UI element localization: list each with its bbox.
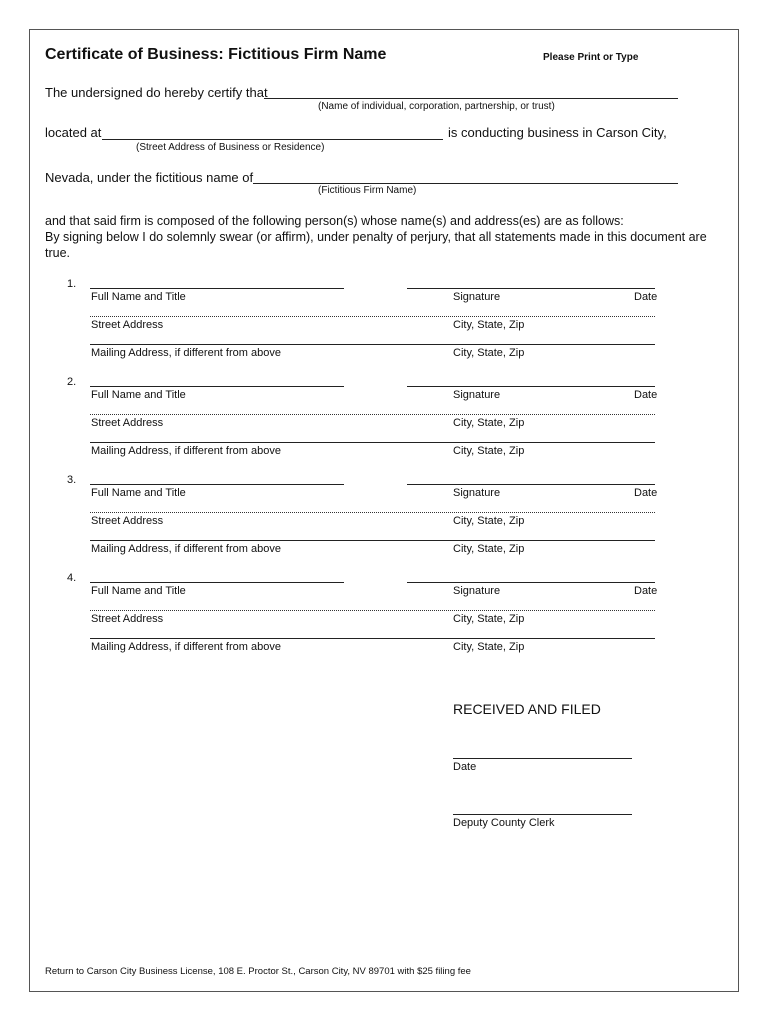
full-name-field[interactable]: [90, 288, 344, 289]
full-name-label: Full Name and Title: [91, 487, 186, 499]
full-name-label: Full Name and Title: [91, 389, 186, 401]
person-number: 3.: [67, 474, 77, 486]
city-state-zip-label: City, State, Zip: [453, 417, 525, 429]
street-address-label: Street Address: [91, 417, 164, 429]
street-address-field[interactable]: [90, 512, 655, 513]
footer-instructions: Return to Carson City Business License, 108 E. Proctor St., Carson City, NV 89701 with $25 filing fee: [45, 966, 471, 977]
location-hint: (Street Address of Business or Residence): [136, 142, 325, 153]
date-label: Date: [634, 487, 658, 499]
mailing-address-field[interactable]: [90, 344, 655, 345]
signature-label: Signature: [453, 389, 501, 401]
clerk-label: Deputy County Clerk: [453, 817, 555, 829]
fictitious-name-field[interactable]: [253, 183, 678, 184]
received-filed-heading: RECEIVED AND FILED: [453, 701, 601, 717]
signature-date-field[interactable]: [407, 582, 655, 583]
location-suffix: is conducting business in Carson City,: [448, 125, 667, 140]
business-address-field[interactable]: [102, 139, 443, 140]
location-prefix: located at: [45, 125, 102, 140]
date-label: Date: [634, 389, 658, 401]
person-number: 1.: [67, 278, 77, 290]
city-state-zip-label: City, State, Zip: [453, 319, 525, 331]
mailing-city-state-zip-label: City, State, Zip: [453, 445, 525, 457]
date-label: Date: [634, 291, 658, 303]
composition-statement: and that said firm is composed of the following person(s) whose name(s) and address(es) are as follows:: [45, 214, 624, 228]
city-state-zip-label: City, State, Zip: [453, 515, 525, 527]
signature-label: Signature: [453, 487, 501, 499]
street-address-label: Street Address: [91, 319, 164, 331]
mailing-city-state-zip-label: City, State, Zip: [453, 641, 525, 653]
city-state-zip-label: City, State, Zip: [453, 613, 525, 625]
signature-date-field[interactable]: [407, 288, 655, 289]
signature-label: Signature: [453, 291, 501, 303]
clerk-signature-field[interactable]: [453, 814, 632, 815]
full-name-field[interactable]: [90, 582, 344, 583]
mailing-address-label: Mailing Address, if different from above: [91, 641, 281, 653]
person-number: 4.: [67, 572, 77, 584]
full-name-label: Full Name and Title: [91, 291, 186, 303]
street-address-field[interactable]: [90, 610, 655, 611]
mailing-address-field[interactable]: [90, 442, 655, 443]
mailing-address-label: Mailing Address, if different from above: [91, 445, 281, 457]
mailing-address-label: Mailing Address, if different from above: [91, 347, 281, 359]
date-label: Date: [634, 585, 658, 597]
certify-prefix: The undersigned do hereby certify that: [45, 85, 268, 100]
filed-date-label: Date: [453, 761, 477, 773]
full-name-label: Full Name and Title: [91, 585, 186, 597]
mailing-city-state-zip-label: City, State, Zip: [453, 347, 525, 359]
signature-date-field[interactable]: [407, 386, 655, 387]
certify-hint: (Name of individual, corporation, partnership, or trust): [318, 101, 555, 112]
certify-name-field[interactable]: [264, 98, 678, 99]
street-address-field[interactable]: [90, 316, 655, 317]
fictitious-prefix: Nevada, under the fictitious name of: [45, 170, 254, 185]
filed-date-field[interactable]: [453, 758, 632, 759]
street-address-label: Street Address: [91, 515, 164, 527]
full-name-field[interactable]: [90, 484, 344, 485]
form-title: Certificate of Business: Fictitious Firm Name: [45, 46, 387, 63]
mailing-address-field[interactable]: [90, 638, 655, 639]
signature-label: Signature: [453, 585, 501, 597]
signature-date-field[interactable]: [407, 484, 655, 485]
street-address-field[interactable]: [90, 414, 655, 415]
mailing-address-field[interactable]: [90, 540, 655, 541]
street-address-label: Street Address: [91, 613, 164, 625]
fictitious-hint: (Fictitious Firm Name): [318, 185, 417, 196]
full-name-field[interactable]: [90, 386, 344, 387]
person-number: 2.: [67, 376, 77, 388]
perjury-statement: By signing below I do solemnly swear (or affirm), under penalty of perjury, that all statements made in this document are true.: [45, 230, 707, 260]
print-note: Please Print or Type: [543, 52, 639, 63]
mailing-address-label: Mailing Address, if different from above: [91, 543, 281, 555]
mailing-city-state-zip-label: City, State, Zip: [453, 543, 525, 555]
